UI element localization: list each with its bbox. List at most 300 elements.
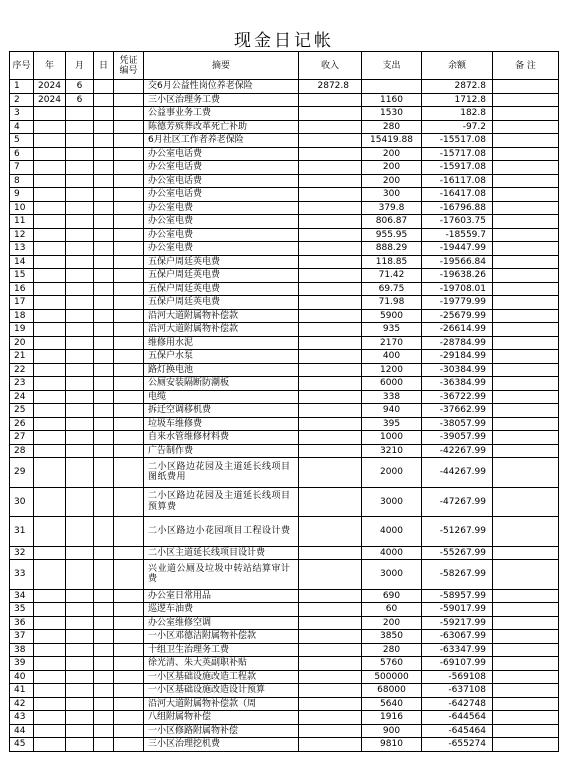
cell-expense: 338 bbox=[362, 390, 422, 404]
cell-summary: 办公室维修空调 bbox=[144, 616, 299, 630]
cell-note bbox=[493, 417, 559, 431]
cell-voucher bbox=[114, 711, 144, 725]
cell-income bbox=[299, 487, 362, 517]
table-row bbox=[10, 603, 559, 617]
cell-income bbox=[299, 350, 362, 364]
cell-income bbox=[299, 444, 362, 458]
cell-year bbox=[34, 147, 66, 161]
cell-month bbox=[66, 282, 94, 296]
cell-income bbox=[299, 323, 362, 337]
cell-voucher bbox=[114, 228, 144, 242]
cell-balance: -19447.99 bbox=[422, 242, 493, 256]
cell-balance: 2872.8 bbox=[422, 80, 493, 94]
cell-seq: 15 bbox=[10, 269, 34, 283]
cell-year bbox=[34, 174, 66, 188]
table-row bbox=[10, 546, 559, 560]
cell-expense: 3000 bbox=[362, 487, 422, 517]
cell-voucher bbox=[114, 242, 144, 256]
table-row bbox=[10, 417, 559, 431]
cell-voucher bbox=[114, 684, 144, 698]
cell-year bbox=[34, 738, 66, 752]
cell-note bbox=[493, 487, 559, 517]
cell-note bbox=[493, 134, 559, 148]
cell-year bbox=[34, 336, 66, 350]
cell-year bbox=[34, 390, 66, 404]
table-row bbox=[10, 431, 559, 445]
cell-voucher bbox=[114, 147, 144, 161]
cell-expense: 71.98 bbox=[362, 296, 422, 310]
cell-expense: 5900 bbox=[362, 309, 422, 323]
cell-income bbox=[299, 616, 362, 630]
cell-day bbox=[94, 188, 114, 202]
cell-voucher bbox=[114, 546, 144, 560]
cell-income bbox=[299, 657, 362, 671]
cell-income bbox=[299, 269, 362, 283]
page-title: 现金日记帐 bbox=[234, 31, 334, 51]
cell-voucher bbox=[114, 589, 144, 603]
cell-note bbox=[493, 560, 559, 590]
cell-day bbox=[94, 390, 114, 404]
cell-balance: -645464 bbox=[422, 724, 493, 738]
cell-month bbox=[66, 363, 94, 377]
cell-day bbox=[94, 323, 114, 337]
cell-summary: 二小区主道延长线项目设计费 bbox=[144, 546, 299, 560]
cell-expense: 1916 bbox=[362, 711, 422, 725]
cell-voucher bbox=[114, 431, 144, 445]
cell-seq: 18 bbox=[10, 309, 34, 323]
cell-note bbox=[493, 255, 559, 269]
table-row bbox=[10, 630, 559, 644]
cell-year bbox=[34, 161, 66, 175]
cell-voucher bbox=[114, 188, 144, 202]
cell-voucher bbox=[114, 363, 144, 377]
cell-year bbox=[34, 296, 66, 310]
cell-income bbox=[299, 630, 362, 644]
cell-day bbox=[94, 444, 114, 458]
cell-day bbox=[94, 309, 114, 323]
table-row bbox=[10, 107, 559, 121]
cell-summary: 一小区邓德洁附属物补偿款 bbox=[144, 630, 299, 644]
cell-month bbox=[66, 431, 94, 445]
cell-income bbox=[299, 377, 362, 391]
cell-expense: 3000 bbox=[362, 560, 422, 590]
table-row bbox=[10, 350, 559, 364]
cell-balance: -69107.99 bbox=[422, 657, 493, 671]
cell-balance: -39057.99 bbox=[422, 431, 493, 445]
cell-seq: 2 bbox=[10, 93, 34, 107]
table-header-row bbox=[10, 52, 559, 80]
cell-day bbox=[94, 630, 114, 644]
cell-note bbox=[493, 336, 559, 350]
cell-month bbox=[66, 404, 94, 418]
cell-day bbox=[94, 377, 114, 391]
cell-voucher bbox=[114, 458, 144, 488]
cell-day bbox=[94, 546, 114, 560]
cell-expense: 806.87 bbox=[362, 215, 422, 229]
cell-expense: 6000 bbox=[362, 377, 422, 391]
cell-balance: -28784.99 bbox=[422, 336, 493, 350]
cell-summary: 拆迁空调移机费 bbox=[144, 404, 299, 418]
cell-day bbox=[94, 296, 114, 310]
cell-balance: -55267.99 bbox=[422, 546, 493, 560]
cell-income bbox=[299, 282, 362, 296]
cell-seq: 43 bbox=[10, 711, 34, 725]
cell-expense: 60 bbox=[362, 603, 422, 617]
cell-voucher bbox=[114, 120, 144, 134]
header-seq: 序号 bbox=[10, 52, 34, 80]
cell-day bbox=[94, 711, 114, 725]
cell-summary: 三小区治理挖机费 bbox=[144, 738, 299, 752]
cell-voucher bbox=[114, 603, 144, 617]
cell-day bbox=[94, 80, 114, 94]
cell-voucher bbox=[114, 309, 144, 323]
cell-balance: -17603.75 bbox=[422, 215, 493, 229]
cell-voucher bbox=[114, 697, 144, 711]
cell-expense: 1000 bbox=[362, 431, 422, 445]
cell-voucher bbox=[114, 616, 144, 630]
cell-month bbox=[66, 697, 94, 711]
cell-year bbox=[34, 630, 66, 644]
table-row bbox=[10, 560, 559, 590]
cell-day bbox=[94, 93, 114, 107]
cell-seq: 13 bbox=[10, 242, 34, 256]
cell-day bbox=[94, 215, 114, 229]
cell-summary: 巡逻车油费 bbox=[144, 603, 299, 617]
cell-summary: 交6月公益性岗位养老保险 bbox=[144, 80, 299, 94]
cell-summary: 办公室日常用品 bbox=[144, 589, 299, 603]
cell-note bbox=[493, 188, 559, 202]
cell-seq: 11 bbox=[10, 215, 34, 229]
cell-note bbox=[493, 201, 559, 215]
cell-expense: 940 bbox=[362, 404, 422, 418]
cell-day bbox=[94, 201, 114, 215]
cell-income bbox=[299, 174, 362, 188]
cell-note bbox=[493, 107, 559, 121]
cell-year bbox=[34, 363, 66, 377]
cell-expense bbox=[362, 80, 422, 94]
cell-month bbox=[66, 487, 94, 517]
header-summary: 摘要 bbox=[144, 52, 299, 80]
table-row bbox=[10, 517, 559, 547]
cell-expense: 69.75 bbox=[362, 282, 422, 296]
table-row bbox=[10, 188, 559, 202]
cell-day bbox=[94, 458, 114, 488]
cell-income bbox=[299, 738, 362, 752]
cell-voucher bbox=[114, 517, 144, 547]
cell-voucher bbox=[114, 255, 144, 269]
cell-summary: 维修用水泥 bbox=[144, 336, 299, 350]
cell-income bbox=[299, 697, 362, 711]
cell-seq: 12 bbox=[10, 228, 34, 242]
cell-balance: -42267.99 bbox=[422, 444, 493, 458]
cell-month bbox=[66, 546, 94, 560]
cell-summary: 电缆 bbox=[144, 390, 299, 404]
cell-balance: -44267.99 bbox=[422, 458, 493, 488]
cell-note bbox=[493, 657, 559, 671]
cell-month bbox=[66, 188, 94, 202]
cell-seq: 44 bbox=[10, 724, 34, 738]
cell-expense: 5760 bbox=[362, 657, 422, 671]
cell-year bbox=[34, 215, 66, 229]
cell-seq: 41 bbox=[10, 684, 34, 698]
cell-month bbox=[66, 390, 94, 404]
cell-expense: 500000 bbox=[362, 670, 422, 684]
cell-month bbox=[66, 377, 94, 391]
cell-note bbox=[493, 444, 559, 458]
table-row bbox=[10, 657, 559, 671]
cell-day bbox=[94, 404, 114, 418]
cell-summary: 八组附属物补偿 bbox=[144, 711, 299, 725]
cell-expense: 395 bbox=[362, 417, 422, 431]
cell-income bbox=[299, 684, 362, 698]
cell-income bbox=[299, 255, 362, 269]
cell-seq: 8 bbox=[10, 174, 34, 188]
cell-voucher bbox=[114, 269, 144, 283]
table-row bbox=[10, 93, 559, 107]
cell-voucher bbox=[114, 80, 144, 94]
cell-note bbox=[493, 269, 559, 283]
cell-balance: -97.2 bbox=[422, 120, 493, 134]
cell-income bbox=[299, 363, 362, 377]
cell-income bbox=[299, 188, 362, 202]
cell-note bbox=[493, 282, 559, 296]
cell-balance: -25679.99 bbox=[422, 309, 493, 323]
table-row bbox=[10, 643, 559, 657]
cell-seq: 26 bbox=[10, 417, 34, 431]
cell-year bbox=[34, 670, 66, 684]
cell-voucher bbox=[114, 134, 144, 148]
table-row bbox=[10, 336, 559, 350]
cell-note bbox=[493, 215, 559, 229]
cell-seq: 30 bbox=[10, 487, 34, 517]
cell-voucher bbox=[114, 444, 144, 458]
cell-seq: 5 bbox=[10, 134, 34, 148]
header-balance: 余额 bbox=[422, 52, 493, 80]
cell-summary: 办公室电费 bbox=[144, 242, 299, 256]
cell-year bbox=[34, 711, 66, 725]
cell-expense: 379.8 bbox=[362, 201, 422, 215]
cell-year bbox=[34, 107, 66, 121]
cell-seq: 45 bbox=[10, 738, 34, 752]
cell-expense: 200 bbox=[362, 161, 422, 175]
cell-balance: -15917.08 bbox=[422, 161, 493, 175]
cell-year bbox=[34, 444, 66, 458]
cell-balance: -16117.08 bbox=[422, 174, 493, 188]
cell-voucher bbox=[114, 336, 144, 350]
cell-summary: 三小区治理务工费 bbox=[144, 93, 299, 107]
table-row bbox=[10, 458, 559, 488]
cell-summary: 6月社区工作者养老保险 bbox=[144, 134, 299, 148]
cell-note bbox=[493, 296, 559, 310]
cell-income bbox=[299, 560, 362, 590]
cell-summary: 办公室电话费 bbox=[144, 147, 299, 161]
cell-day bbox=[94, 589, 114, 603]
cell-expense: 888.29 bbox=[362, 242, 422, 256]
cell-note bbox=[493, 228, 559, 242]
cell-summary: 五保户水泵 bbox=[144, 350, 299, 364]
cell-voucher bbox=[114, 724, 144, 738]
cell-voucher bbox=[114, 390, 144, 404]
cell-expense: 2000 bbox=[362, 458, 422, 488]
cell-seq: 24 bbox=[10, 390, 34, 404]
cell-balance: -569108 bbox=[422, 670, 493, 684]
cell-voucher bbox=[114, 417, 144, 431]
cell-seq: 7 bbox=[10, 161, 34, 175]
cell-year bbox=[34, 589, 66, 603]
cell-expense: 5640 bbox=[362, 697, 422, 711]
cell-income bbox=[299, 309, 362, 323]
cell-year: 2024 bbox=[34, 93, 66, 107]
cell-summary: 自来水管维修材料费 bbox=[144, 431, 299, 445]
cell-month bbox=[66, 684, 94, 698]
table-row bbox=[10, 616, 559, 630]
cell-expense: 300 bbox=[362, 188, 422, 202]
table-row bbox=[10, 215, 559, 229]
cell-year bbox=[34, 201, 66, 215]
cell-month bbox=[66, 738, 94, 752]
cell-month bbox=[66, 517, 94, 547]
table-row bbox=[10, 487, 559, 517]
cell-summary: 二小区路边小花园项目工程设计费 bbox=[144, 517, 299, 547]
cell-balance: -644564 bbox=[422, 711, 493, 725]
cell-balance: -63067.99 bbox=[422, 630, 493, 644]
cell-day bbox=[94, 255, 114, 269]
cell-seq: 19 bbox=[10, 323, 34, 337]
cell-year bbox=[34, 697, 66, 711]
cell-income bbox=[299, 93, 362, 107]
cell-month bbox=[66, 201, 94, 215]
cell-month bbox=[66, 147, 94, 161]
cell-summary: 一小区修路附属物补偿 bbox=[144, 724, 299, 738]
cell-balance: -59217.99 bbox=[422, 616, 493, 630]
cell-day bbox=[94, 147, 114, 161]
cell-summary: 一小区基础设施改造设计预算 bbox=[144, 684, 299, 698]
table-row bbox=[10, 404, 559, 418]
cell-expense: 15419.88 bbox=[362, 134, 422, 148]
cell-summary: 办公室电话费 bbox=[144, 161, 299, 175]
cell-voucher bbox=[114, 404, 144, 418]
cell-year bbox=[34, 616, 66, 630]
cell-voucher bbox=[114, 643, 144, 657]
cell-voucher bbox=[114, 93, 144, 107]
table-row bbox=[10, 174, 559, 188]
cell-seq: 1 bbox=[10, 80, 34, 94]
cell-voucher bbox=[114, 174, 144, 188]
cell-balance: -37662.99 bbox=[422, 404, 493, 418]
cell-month bbox=[66, 444, 94, 458]
cell-note bbox=[493, 684, 559, 698]
cell-balance: -29184.99 bbox=[422, 350, 493, 364]
cell-day bbox=[94, 616, 114, 630]
cell-expense: 200 bbox=[362, 147, 422, 161]
cell-year bbox=[34, 560, 66, 590]
cell-year bbox=[34, 242, 66, 256]
table-row bbox=[10, 228, 559, 242]
cell-summary: 办公室电话费 bbox=[144, 174, 299, 188]
cell-expense: 1530 bbox=[362, 107, 422, 121]
table-row bbox=[10, 377, 559, 391]
cell-balance: -26614.99 bbox=[422, 323, 493, 337]
cell-year bbox=[34, 309, 66, 323]
cell-summary: 一小区基础设施改造工程款 bbox=[144, 670, 299, 684]
cell-day bbox=[94, 670, 114, 684]
cell-expense: 400 bbox=[362, 350, 422, 364]
cell-expense: 2170 bbox=[362, 336, 422, 350]
cell-voucher bbox=[114, 377, 144, 391]
cell-year bbox=[34, 120, 66, 134]
cell-income bbox=[299, 242, 362, 256]
table-row bbox=[10, 589, 559, 603]
cell-year bbox=[34, 431, 66, 445]
cell-voucher bbox=[114, 201, 144, 215]
cell-income bbox=[299, 643, 362, 657]
cell-summary: 沿河大道附属物补偿款 bbox=[144, 309, 299, 323]
cell-seq: 32 bbox=[10, 546, 34, 560]
cell-summary: 五保户周廷英电费 bbox=[144, 269, 299, 283]
cell-seq: 22 bbox=[10, 363, 34, 377]
cell-year bbox=[34, 188, 66, 202]
cell-note bbox=[493, 616, 559, 630]
cell-month bbox=[66, 228, 94, 242]
cell-income bbox=[299, 390, 362, 404]
cell-note bbox=[493, 120, 559, 134]
cell-year bbox=[34, 684, 66, 698]
cell-income bbox=[299, 670, 362, 684]
cell-month bbox=[66, 255, 94, 269]
cell-expense: 200 bbox=[362, 616, 422, 630]
cell-income bbox=[299, 215, 362, 229]
cell-expense: 71.42 bbox=[362, 269, 422, 283]
cell-expense: 900 bbox=[362, 724, 422, 738]
table-row bbox=[10, 120, 559, 134]
cell-year bbox=[34, 546, 66, 560]
cell-day bbox=[94, 517, 114, 547]
cell-day bbox=[94, 336, 114, 350]
cell-summary: 二小区路边花园及主道延长线项目预算费 bbox=[144, 487, 299, 517]
header-voucher: 凭证编号 bbox=[114, 52, 144, 80]
cell-day bbox=[94, 228, 114, 242]
cell-month bbox=[66, 630, 94, 644]
table-row bbox=[10, 269, 559, 283]
cell-seq: 3 bbox=[10, 107, 34, 121]
cell-day bbox=[94, 643, 114, 657]
cell-note bbox=[493, 363, 559, 377]
cell-balance: -637108 bbox=[422, 684, 493, 698]
cell-summary: 兴业道公厕及垃圾中转站结算审计费 bbox=[144, 560, 299, 590]
cell-expense: 280 bbox=[362, 643, 422, 657]
cell-month bbox=[66, 323, 94, 337]
cell-income bbox=[299, 724, 362, 738]
cell-summary: 五保户周廷英电费 bbox=[144, 282, 299, 296]
cell-year bbox=[34, 517, 66, 547]
cell-seq: 14 bbox=[10, 255, 34, 269]
cell-day bbox=[94, 134, 114, 148]
cell-day bbox=[94, 161, 114, 175]
cell-day bbox=[94, 363, 114, 377]
cell-expense: 935 bbox=[362, 323, 422, 337]
cell-summary: 沿河大道附属物补偿款 bbox=[144, 323, 299, 337]
cell-month bbox=[66, 336, 94, 350]
cell-day bbox=[94, 738, 114, 752]
cell-income bbox=[299, 336, 362, 350]
cell-note bbox=[493, 546, 559, 560]
cell-income bbox=[299, 107, 362, 121]
cell-day bbox=[94, 120, 114, 134]
cell-seq: 29 bbox=[10, 458, 34, 488]
cell-month bbox=[66, 161, 94, 175]
cell-balance: -58957.99 bbox=[422, 589, 493, 603]
cell-year bbox=[34, 417, 66, 431]
